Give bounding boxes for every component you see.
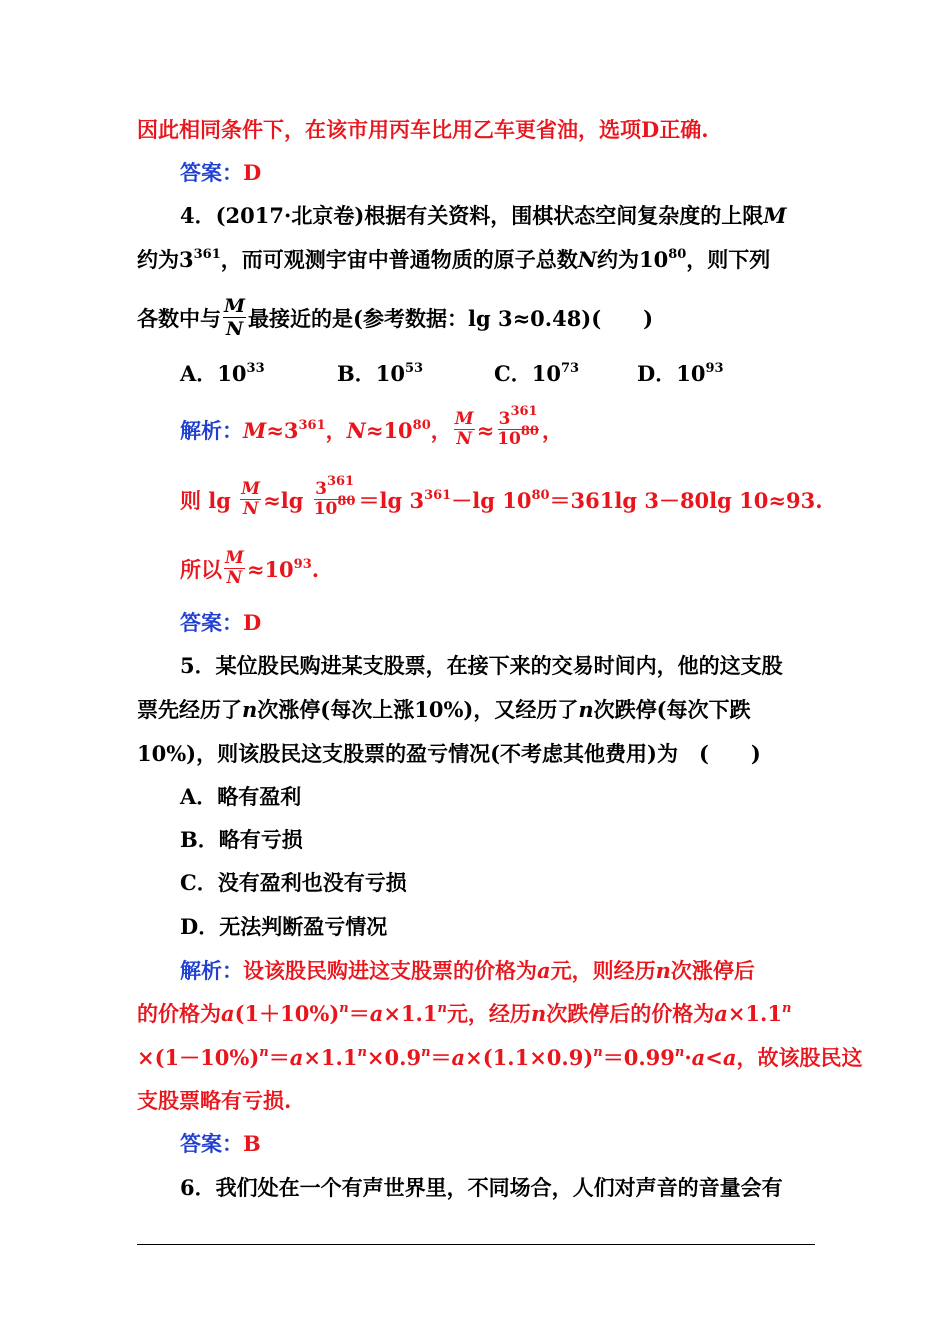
fraction-3361-over-1080: $\frac{3^{361}}{10^{80}}$ — [313, 474, 356, 519]
fraction-3361-over-1080: $\frac{3^{361}}{10^{80}}$ — [497, 404, 539, 449]
option-c: C．$10^{73}$ — [494, 361, 580, 386]
solution-conclusion-q3: 因此相同条件下，在该市用丙车比用乙车更省油，选项D正确. — [137, 117, 709, 142]
option-d: D．$10^{93}$ — [637, 361, 724, 386]
answer-q5: 答案：B — [180, 1131, 261, 1156]
solution-q4-line-2: 则 lg $\frac{M}{N}$ ≈lg $\frac{3^{361}}{10^{80}}$ ＝lg $3^{361}-\lg$ $10^{80}=361\lg$ 3－80lg 10≈93. — [180, 474, 823, 519]
footer-divider — [137, 1244, 815, 1245]
solution-q5-line-2: 的价格为$a(1+10\%)^n=a\times 1.1^n$元，经历n次跌停后的价格为$a\times 1.1^n$ — [137, 1001, 792, 1026]
fraction-m-over-n: $\frac{M}{N}$ — [241, 479, 261, 519]
question-4-line-3: 各数中与 $\frac{M}{N}$ 最接近的是(参考数据：lg 3≈0.48)( ) — [137, 295, 654, 340]
question-4-line-1: 4．(2017·北京卷)根据有关资料，围棋状态空间复杂度的上限M — [180, 203, 787, 228]
option-a: A．$10^{33}$ — [180, 361, 265, 386]
solution-q5-line-1: 解析：设该股民购进这支股票的价格为a元，则经历n次涨停后 — [180, 958, 755, 983]
question-5-option-b: B．略有亏损 — [180, 827, 303, 852]
question-5-line-2: 票先经历了n次涨停(每次上涨10%)，又经历了n次跌停(每次下跌 — [137, 697, 751, 722]
solution-q5-line-3: $\times(1-10\%)^n=a\times 1.1^n\times 0.9^n=a\times(1.1\times 0.9)^n=0.99^n\cdot a<a$，故该股民这 — [137, 1045, 863, 1070]
question-4-line-2: 约为$3^{361}$，而可观测宇宙中普通物质的原子总数N约为$10^{80}$，则下列 — [137, 247, 771, 272]
answer-q4: 答案：D — [180, 610, 262, 635]
question-5-option-a: A．略有盈利 — [180, 784, 302, 809]
fraction-m-over-n: $\frac{M}{N}$ — [224, 295, 246, 340]
question-5-option-d: D．无法判断盈亏情况 — [180, 914, 388, 939]
solution-q4-line-1: 解析：$M\approx 3^{361}$，$N\approx 10^{80}$， $\frac{M}{N}$ ≈ $\frac{3^{361}}{10^{80}}$ ， — [180, 404, 563, 449]
solution-q5-line-4: 支股票略有亏损. — [137, 1088, 292, 1113]
fraction-m-over-n: $\frac{M}{N}$ — [454, 409, 474, 449]
solution-q4-line-3: 所以 $\frac{M}{N}$ $\approx 10^{93}$. — [180, 548, 320, 588]
option-b: B．$10^{53}$ — [337, 361, 424, 386]
answer-q3: 答案：D — [180, 160, 262, 185]
fraction-m-over-n: $\frac{M}{N}$ — [225, 548, 244, 588]
question-5-option-c: C．没有盈利也没有亏损 — [180, 870, 407, 895]
question-5-line-1: 5．某位股民购进某支股票，在接下来的交易时间内，他的这支股 — [180, 653, 783, 678]
question-6-line-1: 6．我们处在一个有声世界里，不同场合，人们对声音的音量会有 — [180, 1175, 783, 1200]
question-5-line-3: 10%)，则该股民这支股票的盈亏情况(不考虑其他费用)为 ( ) — [137, 741, 761, 766]
